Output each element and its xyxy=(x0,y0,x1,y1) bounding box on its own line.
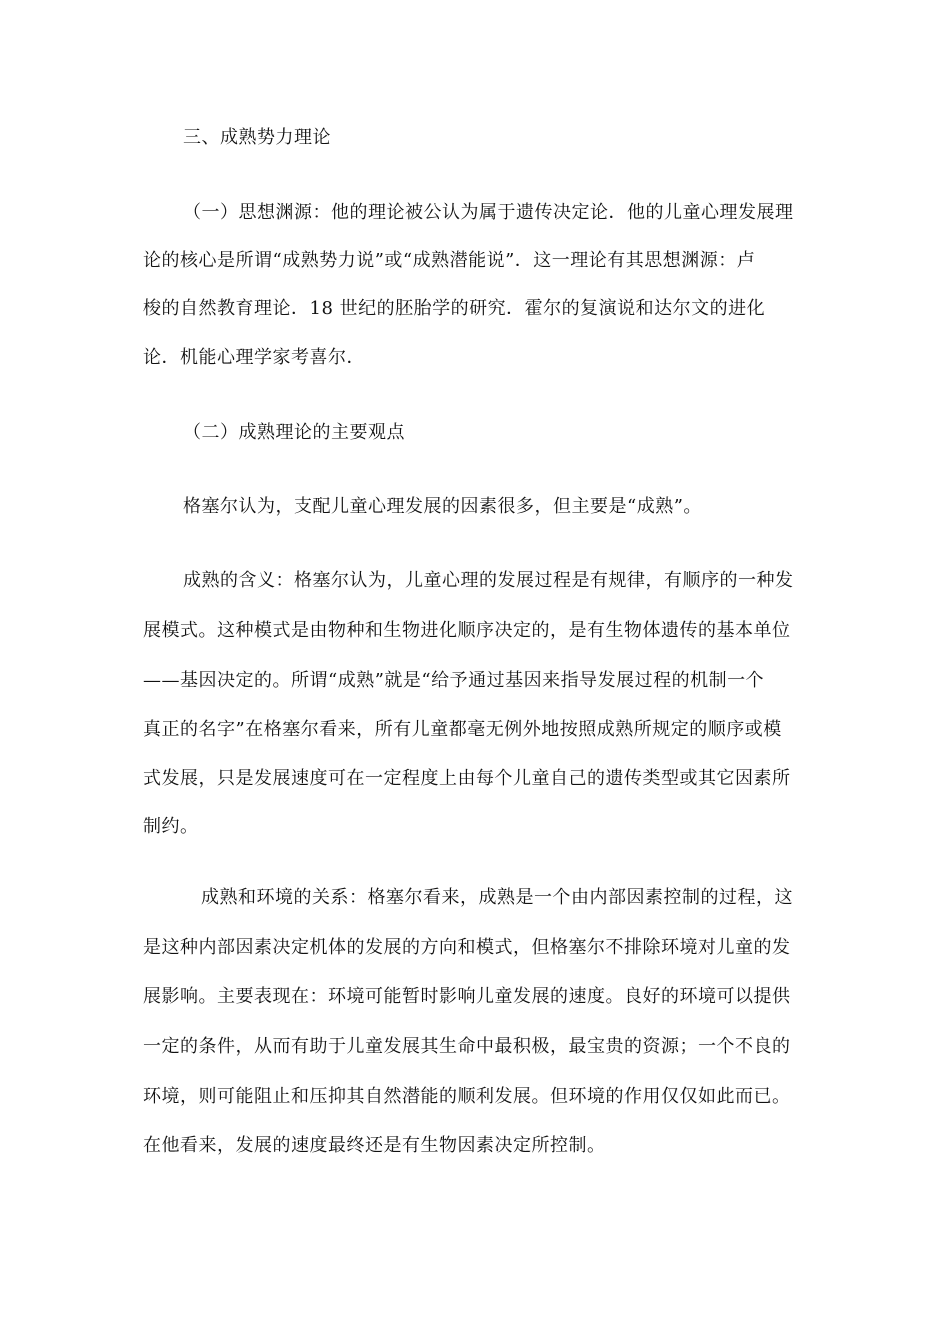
section1-line-4: 论．机能心理学家考喜尔． xyxy=(143,347,365,368)
paragraph2-line-5: 式发展，只是发展速度可在一定程度上由每个儿童自己的遗传类型或其它因素所 xyxy=(143,768,791,789)
section1-line-1: （一）思想渊源：他的理论被公认为属于遗传决定论．他的儿童心理发展理 xyxy=(183,202,794,223)
paragraph3-line-4: 一定的条件，从而有助于儿童发展其生命中最积极，最宝贵的资源；一个不良的 xyxy=(143,1036,791,1057)
paragraph3-line-3: 展影响。主要表现在：环境可能暂时影响儿童发展的速度。良好的环境可以提供 xyxy=(143,986,791,1007)
paragraph2-line-2: 展模式。这种模式是由物种和生物进化顺序决定的，是有生物体遗传的基本单位 xyxy=(143,620,791,641)
section2-heading: （二）成熟理论的主要观点 xyxy=(183,422,405,443)
paragraph3-line-1: 成熟和环境的关系：格塞尔看来，成熟是一个由内部因素控制的过程，这 xyxy=(201,887,793,908)
paragraph2-line-1: 成熟的含义：格塞尔认为，儿童心理的发展过程是有规律，有顺序的一种发 xyxy=(183,570,794,591)
paragraph2-line-6: 制约。 xyxy=(143,816,199,837)
paragraph1-line: 格塞尔认为，支配儿童心理发展的因素很多，但主要是“成熟”。 xyxy=(183,496,702,517)
paragraph2-line-3: ——基因决定的。所谓“成熟”就是“给予通过基因来指导发展过程的机制一个 xyxy=(143,670,765,691)
paragraph2-line-4: 真正的名字”在格塞尔看来，所有儿童都毫无例外地按照成熟所规定的顺序或模 xyxy=(143,719,782,740)
section-heading: 三、成熟势力理论 xyxy=(183,127,331,148)
paragraph3-line-5: 环境，则可能阻止和压抑其自然潜能的顺利发展。但环境的作用仅仅如此而已。 xyxy=(143,1086,791,1107)
section1-line-2: 论的核心是所谓“成熟势力说”或“成熟潜能说”．这一理论有其思想渊源：卢 xyxy=(143,250,756,271)
section1-line-3: 梭的自然教育理论．18 世纪的胚胎学的研究．霍尔的复演说和达尔文的进化 xyxy=(143,298,766,319)
paragraph3-line-2: 是这种内部因素决定机体的发展的方向和模式，但格塞尔不排除环境对儿童的发 xyxy=(143,937,791,958)
paragraph3-line-6: 在他看来，发展的速度最终还是有生物因素决定所控制。 xyxy=(143,1135,606,1156)
